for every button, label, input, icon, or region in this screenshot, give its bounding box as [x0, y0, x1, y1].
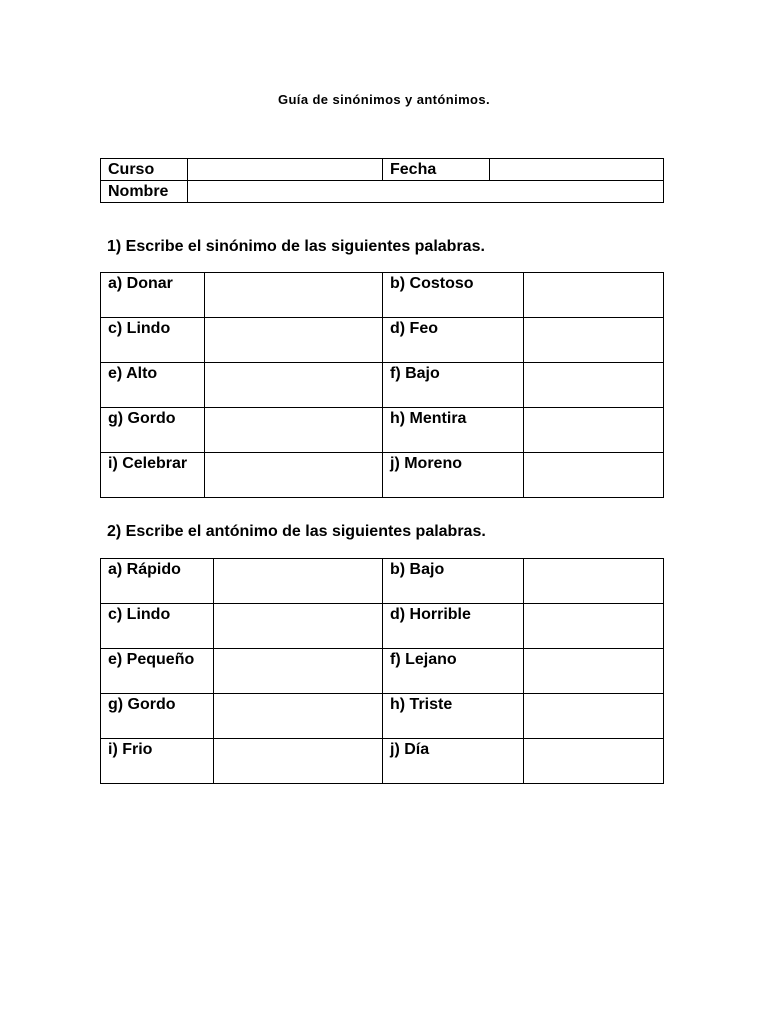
- word-cell: d) Feo: [383, 318, 524, 363]
- info-row-curso-fecha: [101, 159, 664, 181]
- nombre-field[interactable]: [188, 181, 664, 203]
- word-cell: e) Pequeño: [101, 649, 214, 694]
- table-row: [101, 694, 664, 739]
- nombre-label: Nombre: [101, 181, 188, 203]
- answer-cell[interactable]: [214, 604, 383, 649]
- section-1-heading: 1) Escribe el sinónimo de las siguientes palabras.: [107, 238, 485, 255]
- answer-cell[interactable]: [524, 559, 664, 604]
- answer-cell[interactable]: [205, 363, 383, 408]
- answer-cell[interactable]: [214, 694, 383, 739]
- answer-cell[interactable]: [524, 649, 664, 694]
- answer-cell[interactable]: [205, 453, 383, 498]
- word-cell: i) Celebrar: [101, 453, 205, 498]
- answer-cell[interactable]: [524, 363, 664, 408]
- word-cell: j) Moreno: [383, 453, 524, 498]
- word-cell: e) Alto: [101, 363, 205, 408]
- student-info-table: [100, 158, 664, 203]
- answer-cell[interactable]: [214, 559, 383, 604]
- answer-cell[interactable]: [214, 649, 383, 694]
- answer-cell[interactable]: [524, 604, 664, 649]
- word-cell: c) Lindo: [101, 604, 214, 649]
- answer-cell[interactable]: [214, 739, 383, 784]
- table-row: [101, 363, 664, 408]
- info-row-nombre: [101, 181, 664, 203]
- word-cell: f) Lejano: [383, 649, 524, 694]
- answer-cell[interactable]: [524, 318, 664, 363]
- fecha-field[interactable]: [490, 159, 664, 181]
- word-cell: j) Día: [383, 739, 524, 784]
- word-cell: g) Gordo: [101, 694, 214, 739]
- word-cell: b) Costoso: [383, 273, 524, 318]
- answer-cell[interactable]: [524, 453, 664, 498]
- section-2-heading: 2) Escribe el antónimo de las siguientes palabras.: [107, 523, 486, 540]
- table-row: [101, 649, 664, 694]
- table-row: [101, 318, 664, 363]
- word-cell: i) Frio: [101, 739, 214, 784]
- word-cell: c) Lindo: [101, 318, 205, 363]
- answer-cell[interactable]: [524, 273, 664, 318]
- curso-field[interactable]: [188, 159, 383, 181]
- word-cell: h) Triste: [383, 694, 524, 739]
- answer-cell[interactable]: [205, 273, 383, 318]
- curso-label: Curso: [101, 159, 188, 181]
- fecha-label: Fecha: [383, 159, 490, 181]
- answer-cell[interactable]: [205, 318, 383, 363]
- answer-cell[interactable]: [524, 739, 664, 784]
- word-cell: b) Bajo: [383, 559, 524, 604]
- page-title: Guía de sinónimos y antónimos.: [277, 92, 491, 107]
- answer-cell[interactable]: [524, 408, 664, 453]
- answer-cell[interactable]: [205, 408, 383, 453]
- table-row: [101, 453, 664, 498]
- table-row: [101, 739, 664, 784]
- table-row: [101, 559, 664, 604]
- table-row: [101, 604, 664, 649]
- answer-cell[interactable]: [524, 694, 664, 739]
- word-cell: a) Rápido: [101, 559, 214, 604]
- word-cell: g) Gordo: [101, 408, 205, 453]
- word-cell: h) Mentira: [383, 408, 524, 453]
- table-row: [101, 273, 664, 318]
- synonym-table: [100, 272, 664, 498]
- table-row: [101, 408, 664, 453]
- word-cell: f) Bajo: [383, 363, 524, 408]
- antonym-table: [100, 558, 664, 784]
- word-cell: a) Donar: [101, 273, 205, 318]
- word-cell: d) Horrible: [383, 604, 524, 649]
